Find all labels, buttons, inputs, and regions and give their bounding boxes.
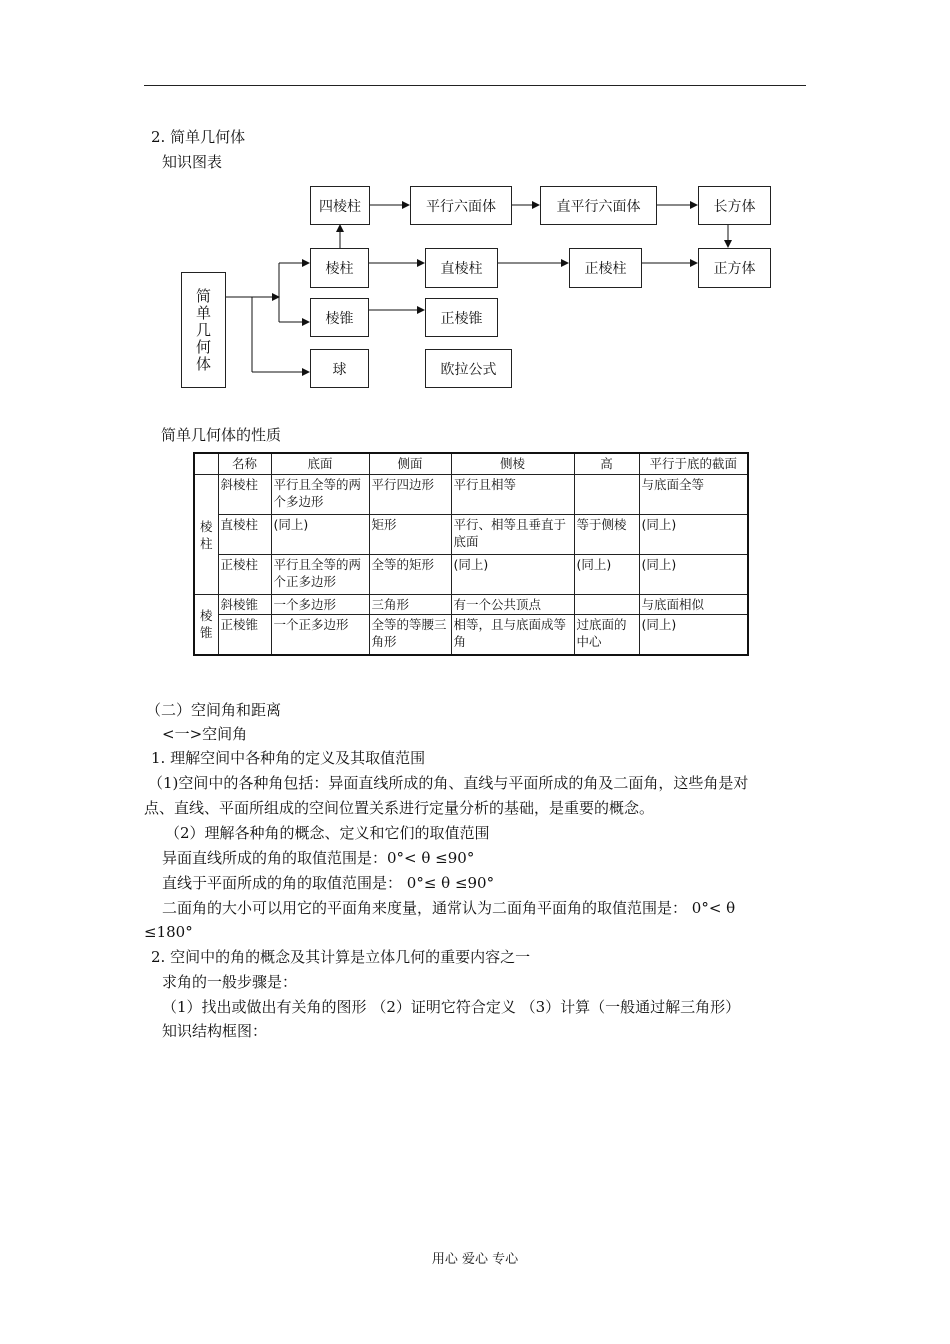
node-oula: 欧拉公式 (425, 349, 512, 388)
paragraph: （2）理解各种角的概念、定义和它们的取值范围 (165, 824, 490, 842)
paragraph: ≤180° (144, 923, 193, 941)
table-cell: (同上) (639, 515, 748, 555)
table-row (194, 615, 748, 655)
table-row (194, 515, 748, 555)
paragraph: 直线于平面所成的角的取值范围是： 0°≤ θ ≤90° (162, 874, 495, 892)
table-cell: (同上) (271, 515, 369, 555)
table-header-row (194, 453, 748, 475)
paragraph: 点、直线、平面所组成的空间位置关系进行定量分析的基础，是重要的概念。 (144, 799, 655, 817)
header-cell: 名称 (218, 453, 271, 475)
table-cell: 正棱柱 (218, 555, 271, 595)
section-heading: 2. 简单几何体 (151, 128, 246, 146)
table-row (194, 595, 748, 615)
table-cell: 矩形 (369, 515, 451, 555)
node-zhenglengzhui: 正棱锥 (425, 298, 498, 337)
header-cell: 侧棱 (451, 453, 574, 475)
table-cell: 与底面全等 (639, 475, 748, 515)
table-cell: (同上) (639, 555, 748, 595)
table-cell: (同上) (639, 615, 748, 655)
paragraph: 知识结构框图： (162, 1022, 268, 1040)
table-cell: 平行且全等的两个多边形 (271, 475, 369, 515)
table-cell: 全等的矩形 (369, 555, 451, 595)
node-changfang: 长方体 (698, 186, 771, 225)
header-cell: 高 (574, 453, 639, 475)
node-sileng: 四棱柱 (310, 186, 370, 225)
node-zhilengzhu: 直棱柱 (425, 248, 498, 288)
paragraph: （1）找出或做出有关角的图形 （2）证明它符合定义 （3）计算（一般通过解三角形） (162, 998, 741, 1016)
page-footer: 用心 爱心 专心 (431, 1252, 519, 1267)
node-pxlm: 平行六面体 (410, 186, 512, 225)
table-cell: 全等的等腰三角形 (369, 615, 451, 655)
table-cell (574, 595, 639, 615)
paragraph: 求角的一般步骤是： (162, 973, 298, 991)
table-cell: 过底面的中心 (574, 615, 639, 655)
node-lengzhu: 棱柱 (310, 248, 369, 288)
node-qiu: 球 (310, 349, 369, 388)
paragraph: 异面直线所成的角的取值范围是：0°< θ ≤90° (162, 849, 475, 867)
header-cell: 侧面 (369, 453, 451, 475)
table-cell: (同上) (574, 555, 639, 595)
table-cell: (同上) (451, 555, 574, 595)
paragraph: 2. 空间中的角的概念及其计算是立体几何的重要内容之一 (151, 948, 531, 966)
paragraph: （1)空间中的各种角包括：异面直线所成的角、直线与平面所成的角及二面角，这些角是对 (148, 774, 749, 792)
paragraph: 二面角的大小可以用它的平面角来度量，通常认为二面角平面角的取值范围是： 0°< θ (162, 899, 736, 917)
properties-table (193, 452, 749, 656)
section-two-heading: （二）空间角和距离 (146, 701, 282, 719)
group-label-prism: 棱柱 (194, 475, 218, 595)
table-cell: 相等，且与底面成等角 (451, 615, 574, 655)
table-cell: 等于侧棱 (574, 515, 639, 555)
header-cell: 平行于底的截面 (639, 453, 748, 475)
table-cell: 平行、相等且垂直于底面 (451, 515, 574, 555)
table-cell: 斜棱柱 (218, 475, 271, 515)
table-cell: 斜棱锥 (218, 595, 271, 615)
table-cell (574, 475, 639, 515)
table-cell: 平行四边形 (369, 475, 451, 515)
node-zhenglengzhu: 正棱柱 (569, 248, 642, 288)
subsection-heading: <一>空间角 (162, 725, 248, 743)
table-cell: 一个正多边形 (271, 615, 369, 655)
table-cell: 平行且全等的两个正多边形 (271, 555, 369, 595)
table-cell: 与底面相似 (639, 595, 748, 615)
table-cell: 三角形 (369, 595, 451, 615)
header-blank (194, 453, 218, 475)
table-cell: 平行且相等 (451, 475, 574, 515)
table-caption: 简单几何体的性质 (161, 426, 282, 444)
node-lengzhui: 棱锥 (310, 298, 369, 337)
header-cell: 底面 (271, 453, 369, 475)
paragraph: 1. 理解空间中各种角的定义及其取值范围 (151, 749, 426, 767)
table-row (194, 555, 748, 595)
table-cell: 正棱锥 (218, 615, 271, 655)
table-cell: 一个多边形 (271, 595, 369, 615)
table-cell: 直棱柱 (218, 515, 271, 555)
table-cell: 有一个公共顶点 (451, 595, 574, 615)
chart-caption: 知识图表 (162, 153, 223, 171)
node-zhengfang: 正方体 (698, 248, 771, 288)
group-label-pyramid: 棱锥 (194, 595, 218, 655)
node-zpxlm: 直平行六面体 (540, 186, 657, 225)
diagram-root-box (181, 272, 226, 388)
diagram-root-label: 简单几何体 (194, 287, 212, 373)
table-row (194, 475, 748, 515)
